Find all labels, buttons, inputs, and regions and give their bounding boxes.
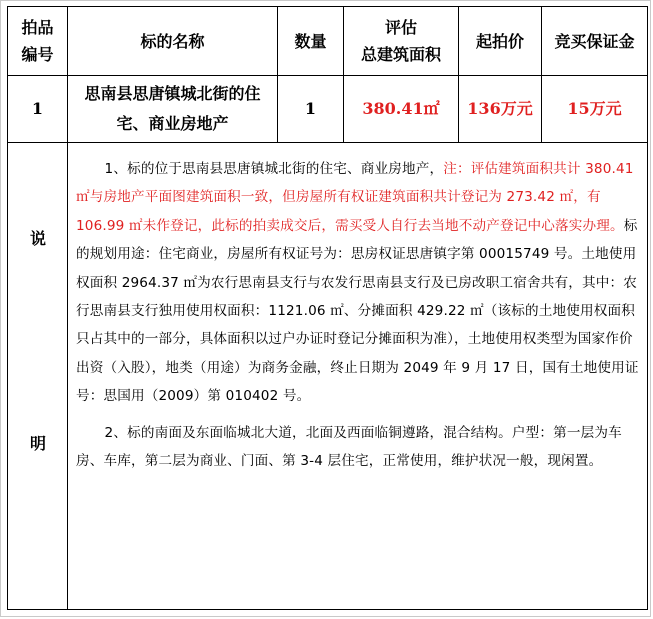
lot-start-price: 136万元 xyxy=(459,76,542,143)
description-label xyxy=(8,143,68,610)
header-deposit: 竞买保证金 xyxy=(542,7,648,76)
description-label-bottom: 明 xyxy=(29,434,46,453)
description-text xyxy=(68,143,648,610)
lot-quantity: 1 xyxy=(278,76,344,143)
header-row xyxy=(8,7,648,76)
lot-deposit: 15万元 xyxy=(542,76,648,143)
lot-number: 1 xyxy=(8,76,68,143)
header-item-name: 标的名称 xyxy=(68,7,278,76)
description-row xyxy=(8,143,648,610)
auction-table xyxy=(7,6,648,610)
header-start-price: 起拍价 xyxy=(459,7,542,76)
table-row xyxy=(8,76,648,143)
description-paragraph-2: 2、标的南面及东面临城北大道，北面及西面临铜遵路，混合结构。户型：第一层为车房、车库，第二层为商业、门面、第 3-4 层住宅，正常使用，维护状况一般，现闲置。 xyxy=(76,424,622,470)
header-lot-number-line2: 编号 xyxy=(21,45,54,64)
lot-name: 思南县思唐镇城北街的住宅、商业房地产 xyxy=(68,76,278,143)
header-quantity: 数量 xyxy=(278,7,344,76)
header-area-line1: 评估 xyxy=(384,18,417,37)
description-paragraph-1 xyxy=(76,155,641,411)
header-lot-number-line1: 拍品 xyxy=(21,18,54,37)
lot-area: 380.41㎡ xyxy=(344,76,459,143)
header-area xyxy=(344,7,459,76)
header-lot-number xyxy=(8,7,68,76)
header-area-line2: 总建筑面积 xyxy=(360,45,441,64)
description-p1-intro: 1、标的位于思南县思唐镇城北街的住宅、商业房地产， xyxy=(104,161,444,177)
description-label-top: 说 xyxy=(29,229,46,248)
description-p1-warning: 注：评估建筑面积共计 380.41 ㎡与房地产平面图建筑面积一致，但房屋所有权证建筑面积共计登记为 273.42 ㎡，有 106.99 ㎡未作登记，此标的拍卖成交后，需买受人自行去当地不动产登记中心落实办理。 xyxy=(76,161,634,234)
description-p1-rest: 标的规划用途：住宅商业，房屋所有权证号为：思房权证思唐镇字第 00015749 号。土地使用权面积 2964.37 ㎡为农行思南县支行与农发行思南县支行及已房改职工宿舍共有，其中：农行思南县支行独用使用权面积：1121.06 ㎡、分摊面积 429.22 ㎡（该标的土地使用权面积只占其中的一部分，具体面积以过户办证时登记分摊面积为准），土地使用权类型为国家作价出资（入股），地类（用途）为商务金融，终止日期为 2049 年 9 月 17 日，国有土地使用证号：思国用（2009）第 010402 号。 xyxy=(76,217,639,405)
